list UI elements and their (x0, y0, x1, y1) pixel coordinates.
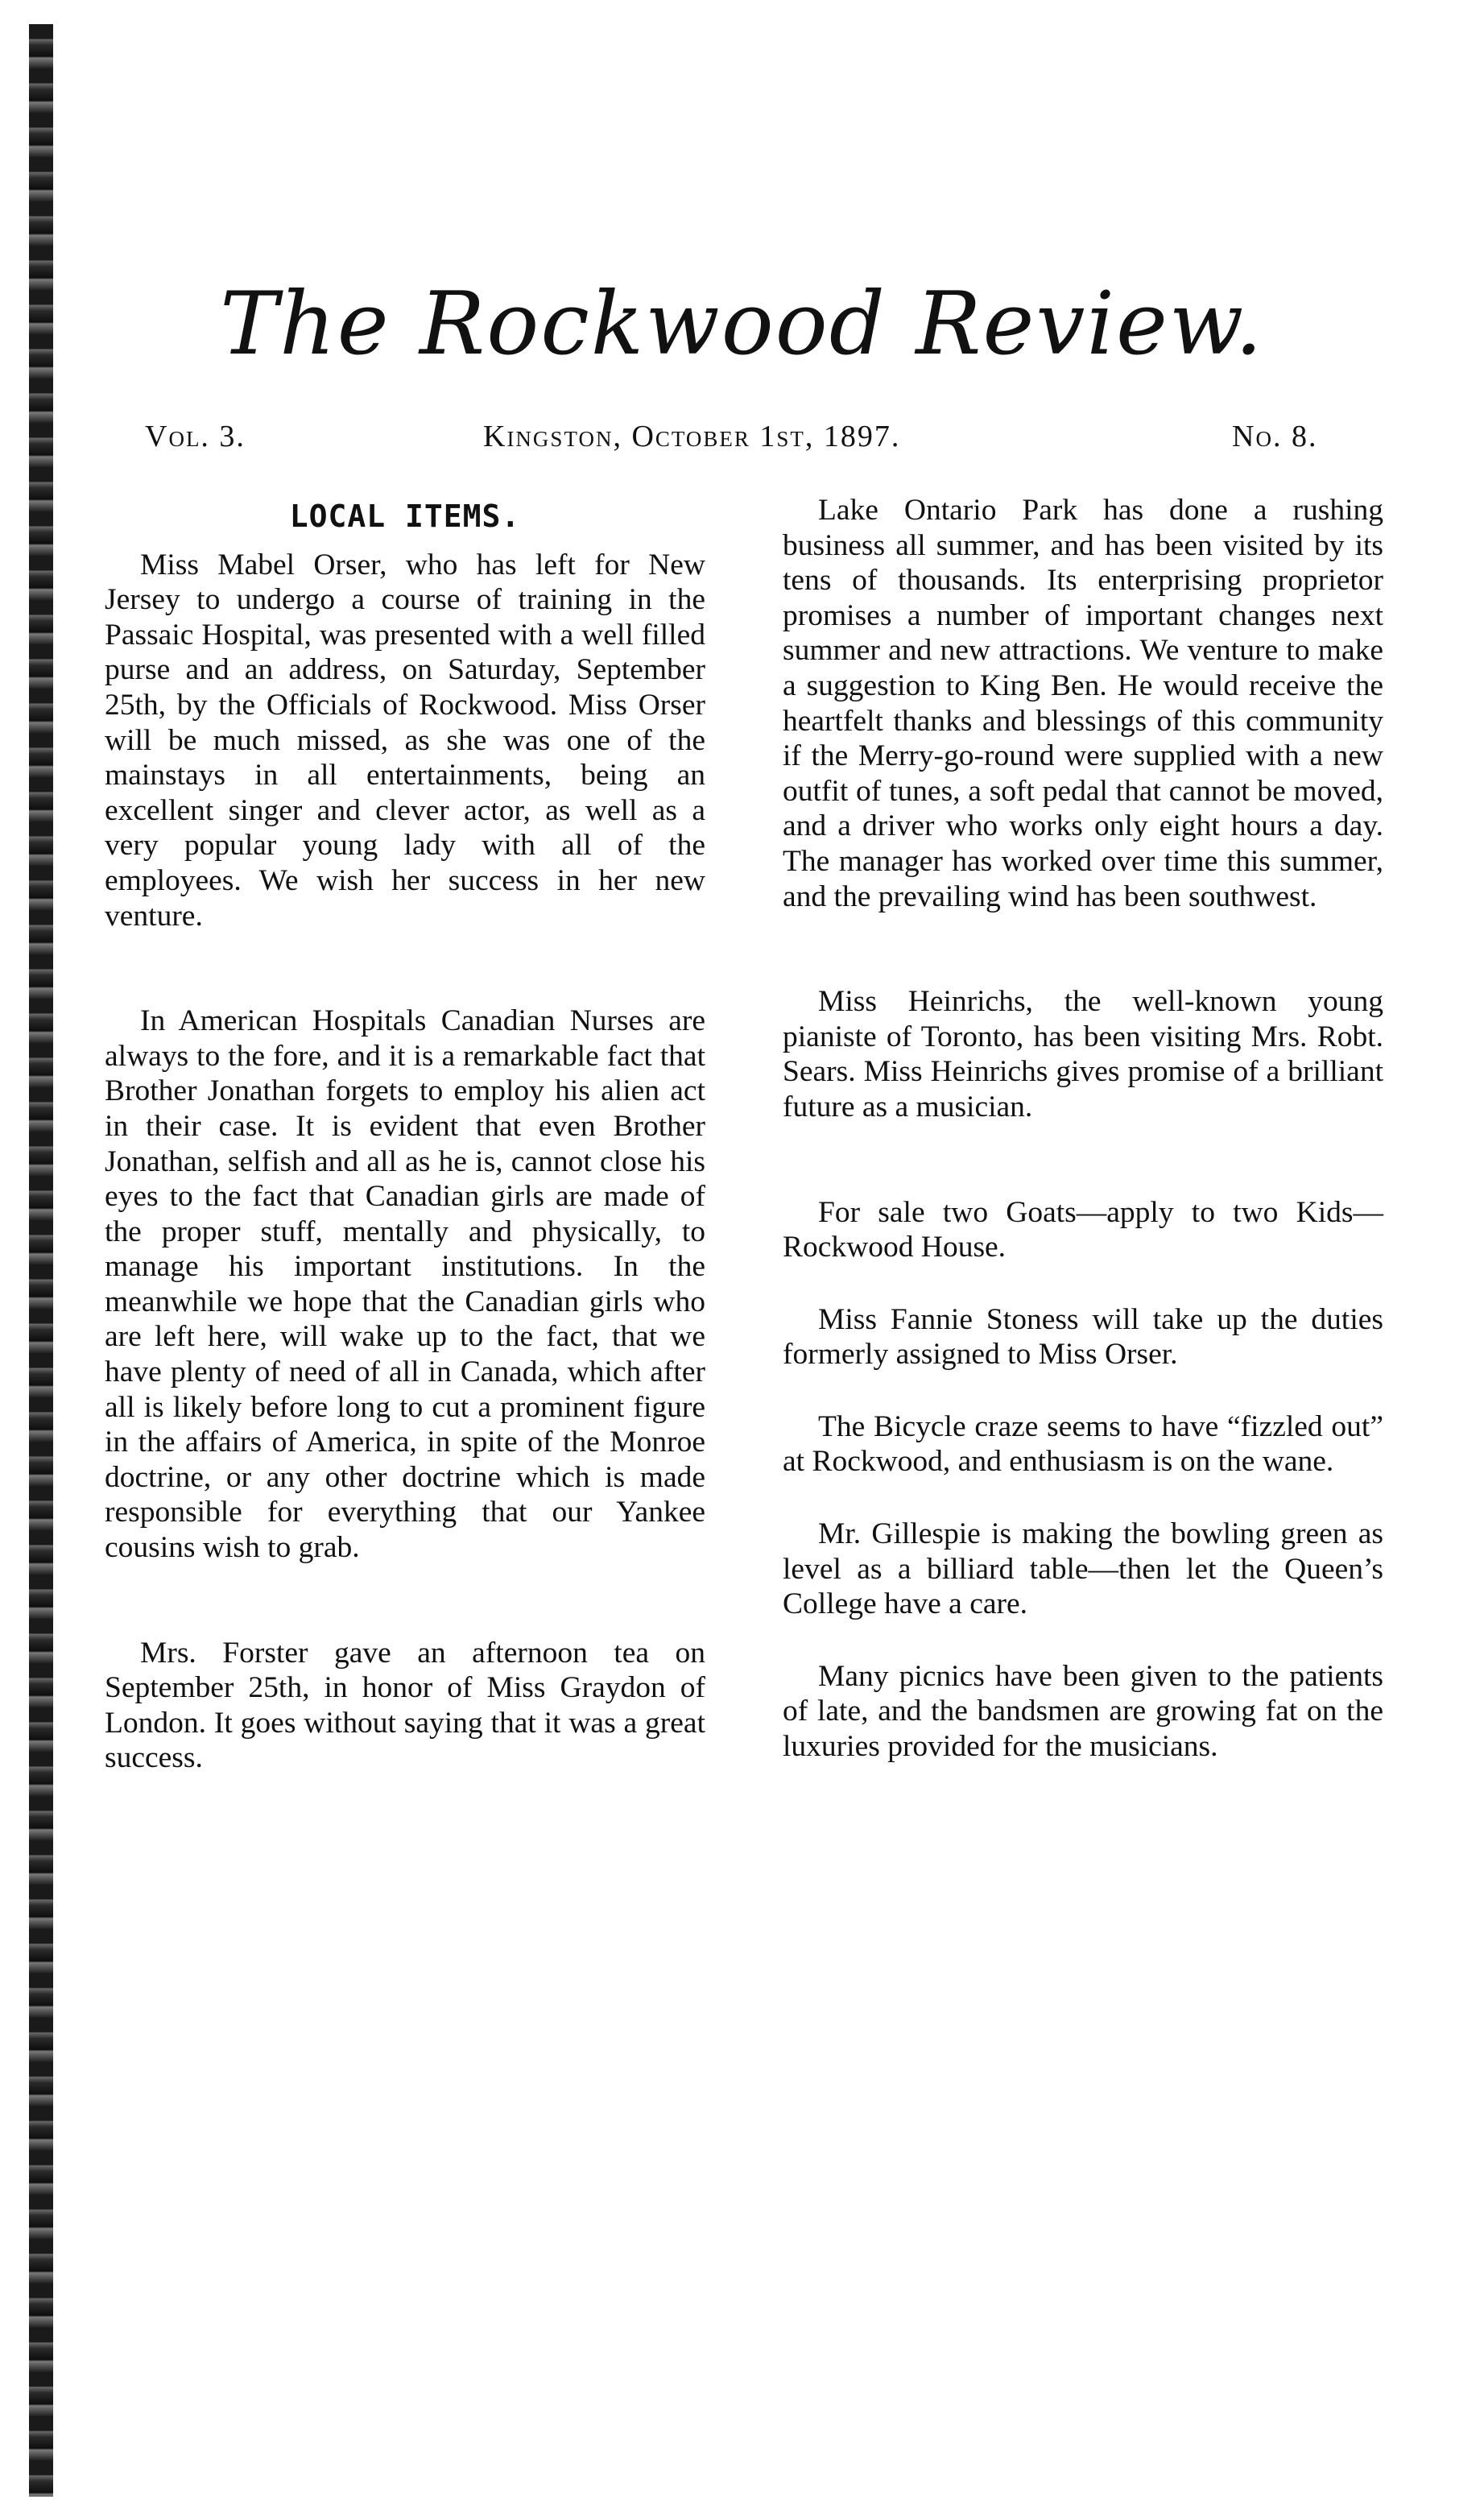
left-column (105, 499, 705, 1776)
issue-place-date: Kingston, October 1st, 1897. (483, 420, 901, 453)
page-binding-edge (29, 24, 53, 2497)
news-item-goats-for-sale: For sale two Goats—apply to two Kids—Rockwood House. (783, 1195, 1383, 1264)
news-item-canadian-nurses: In American Hospitals Canadian Nurses are always to the fore, and it is a remarkable fact that Brother Jonathan forgets to employ his alien act in their case. It is evident that even Brother Jonathan, selfish and all as he is, cannot close his eyes to the fact that Canadian girls are made of the proper stuff, mentally and physically, to manage his important institutions. In the meanwhile we hope that the Canadian girls who are left here, will wake up to the fact, that we have plenty of need of all in Canada, which after all is likely before long to cut a prominent figure in the affairs of America, in spite of the Monroe doctrine, or any other doctrine which is made responsible for everything that our Yankee cousins wish to grab. (105, 1004, 705, 1565)
news-item-fannie-stoness: Miss Fannie Stoness will take up the duties formerly assigned to Miss Orser. (783, 1302, 1383, 1372)
news-item-miss-heinrichs: Miss Heinrichs, the well-known young pianiste of Toronto, has been visiting Mrs. Robt. Sears. Miss Heinrichs gives promise of a brilliant future as a musician. (783, 985, 1383, 1124)
news-item-bowling-green: Mr. Gillespie is making the bowling green as level as a billiard table—then let the Queen’s College have a care. (783, 1517, 1383, 1621)
news-item-bicycle-craze: The Bicycle craze seems to have “fizzled out” at Rockwood, and enthusiasm is on the wane. (783, 1409, 1383, 1479)
news-item-mabel-orser: Miss Mabel Orser, who has left for New Jersey to undergo a course of training in the Passaic Hospital, was presented with a well filled purse and an address, on Saturday, September 25th, by the Officials of Rockwood. Miss Orser will be much missed, as she was one of the mainstays in all entertainments, being an excellent singer and clever actor, as well as a very popular young lady with all of the employees. We wish her success in her new venture. (105, 548, 705, 933)
section-title: LOCAL ITEMS. (289, 499, 521, 534)
news-item-picnics: Many picnics have been given to the patients of late, and the bandsmen are growing fat on the luxuries provided for the musicians. (783, 1659, 1383, 1764)
issue-volume: Vol. 3. (145, 420, 246, 453)
masthead-title: The Rockwood Review. (220, 274, 1264, 375)
news-item-mrs-forster-tea: Mrs. Forster gave an afternoon tea on September 25th, in honor of Miss Graydon of London. It goes without saying that it was a great success. (105, 1636, 705, 1775)
news-item-lake-ontario-park: Lake Ontario Park has done a rushing business all summer, and has been visited by its tens of thousands. Its enterprising proprietor promises a number of important changes next summer and new attractions. We venture to make a suggestion to King Ben. He would receive the heartfelt thanks and blessings of this community if the Merry-go-round were supplied with a new outfit of tunes, a soft pedal that cannot be moved, and a driver who works only eight hours a day. The manager has worked over time this summer, and the prevailing wind has been southwest. (783, 494, 1383, 913)
right-column (783, 493, 1383, 1765)
issue-number: No. 8. (1232, 420, 1318, 453)
